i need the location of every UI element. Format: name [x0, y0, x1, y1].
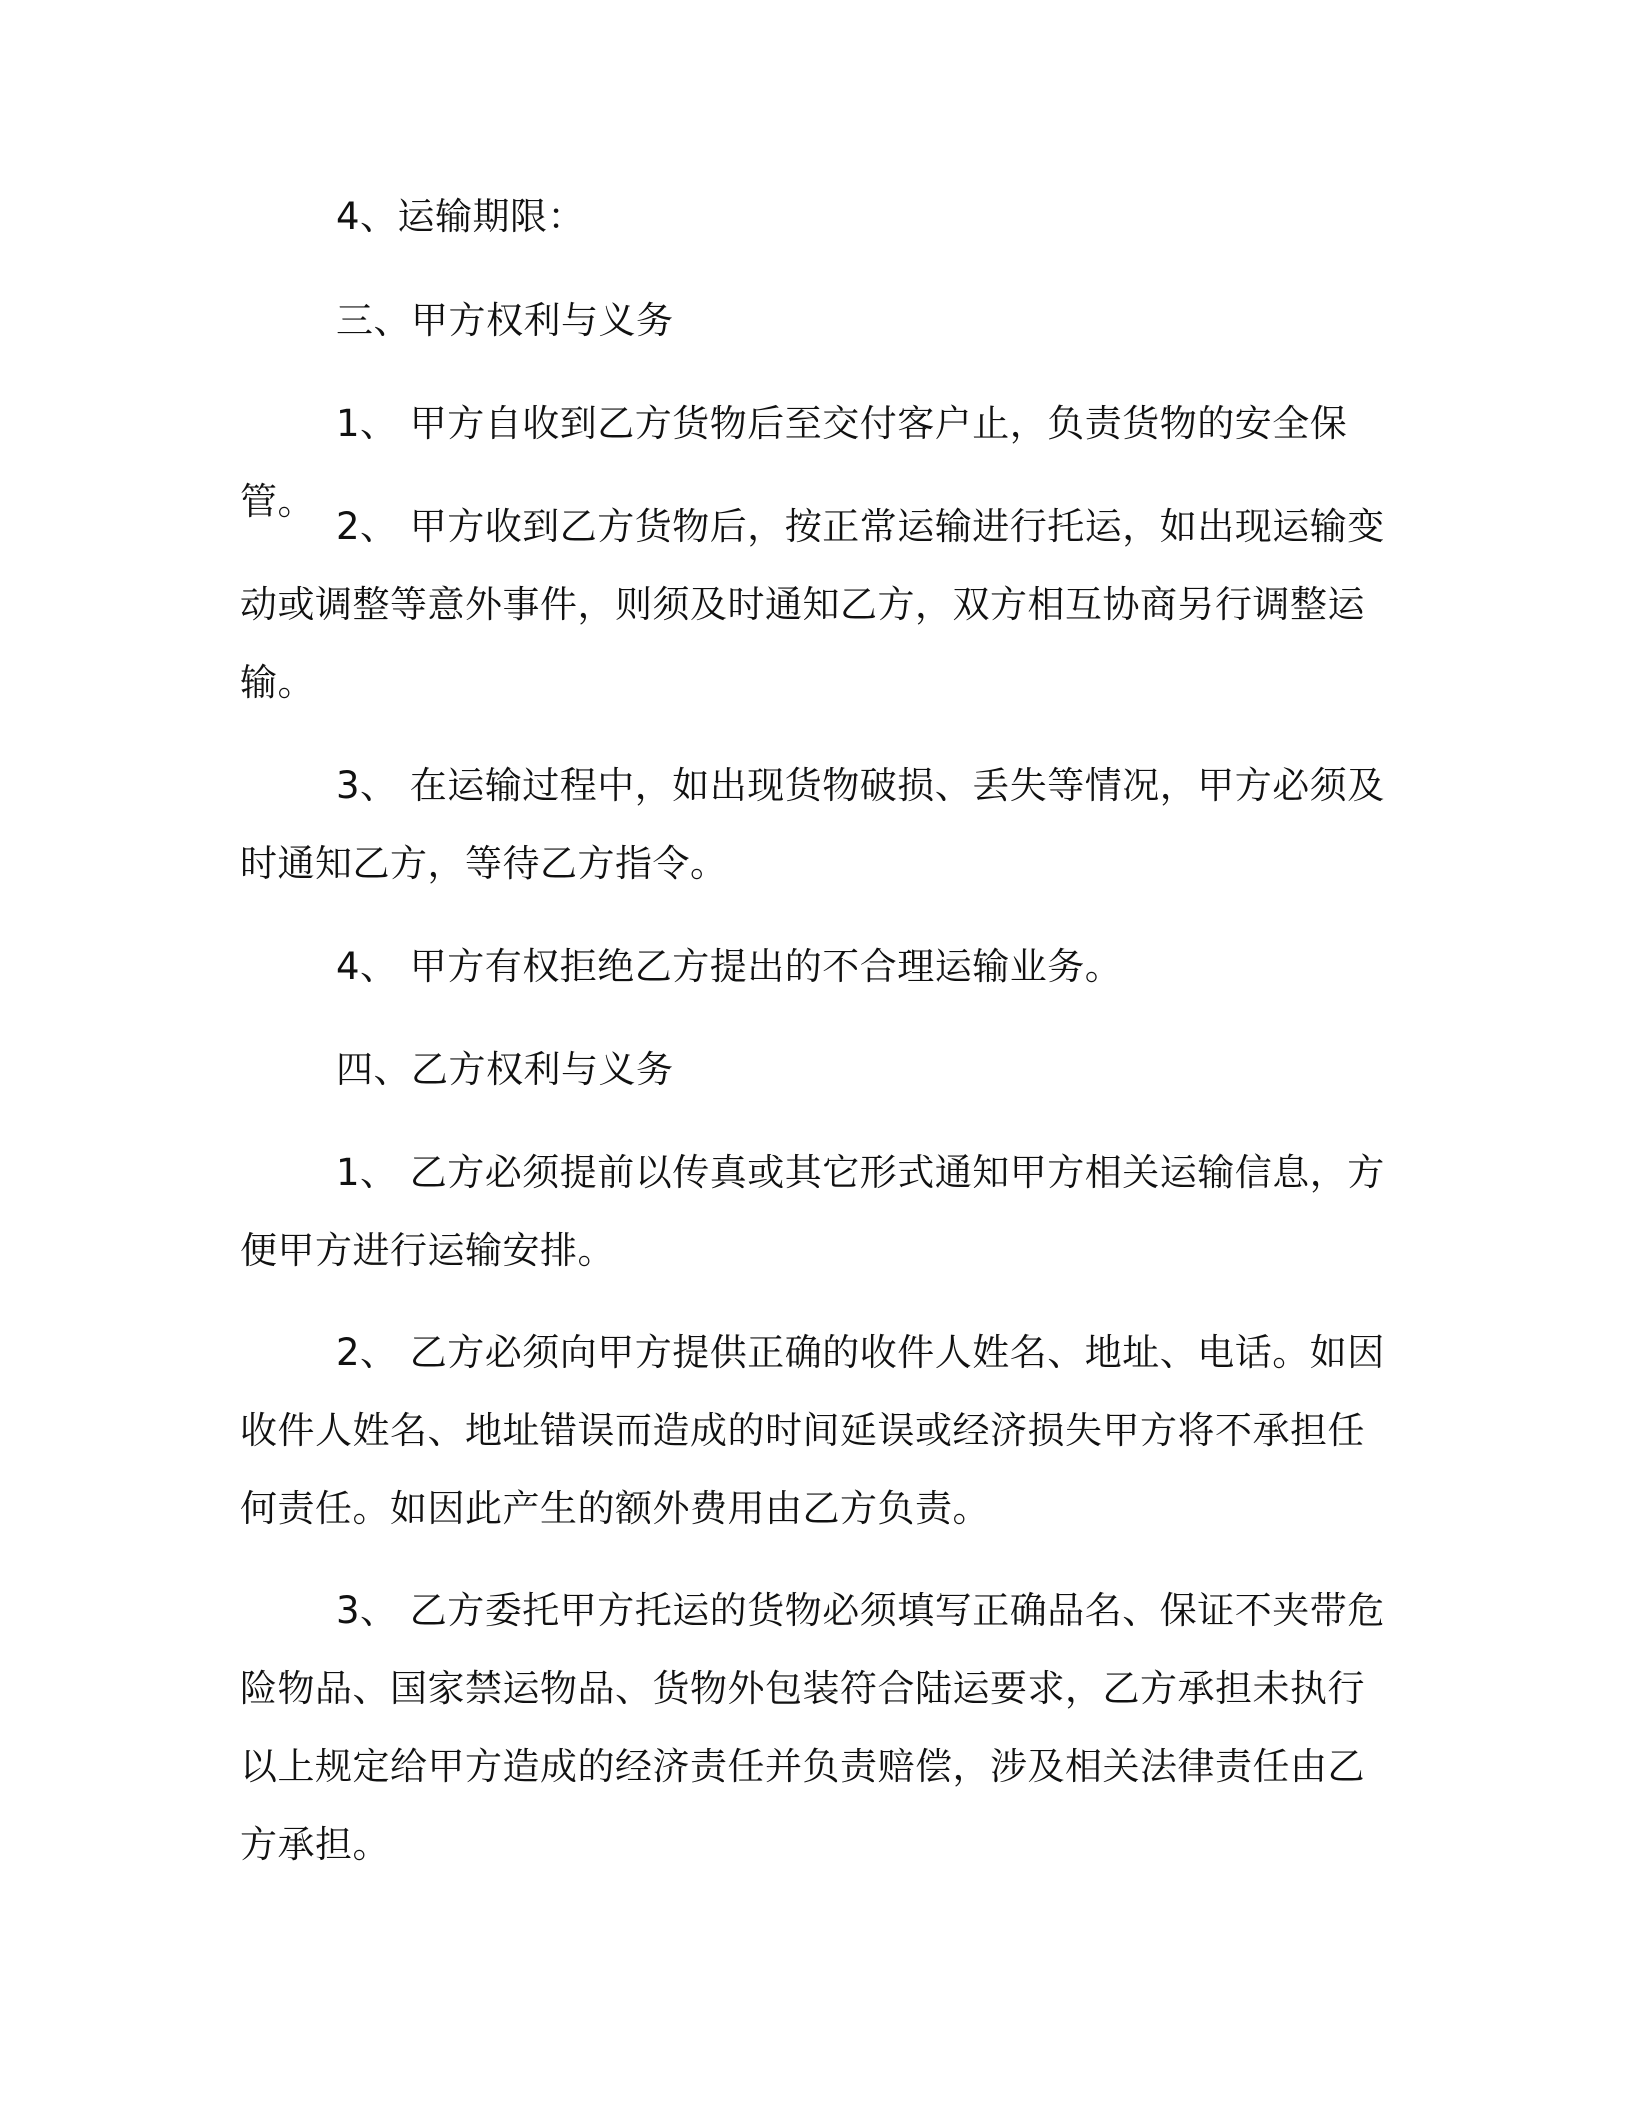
party-a-clause-3: 3、 在运输过程中，如出现货物破损、丢失等情况，甲方必须及时通知乙方，等待乙方指令。 [240, 764, 1385, 885]
transport-period-item: 4、运输期限： [336, 195, 586, 238]
party-a-clause-4: 4、 甲方有权拒绝乙方提出的不合理运输业务。 [336, 945, 1123, 988]
party-a-clause-1: 1、 甲方自收到乙方货物后至交付客户止，负责货物的安全保管。 [240, 402, 1348, 523]
party-b-clause-1: 1、 乙方必须提前以传真或其它形式通知甲方相关运输信息，方便甲方进行运输安排。 [240, 1151, 1385, 1272]
party-a-clause-2: 2、 甲方收到乙方货物后，按正常运输进行托运，如出现运输变动或调整等意外事件，则须及时通知乙方，双方相互协商另行调整运输。 [240, 505, 1385, 704]
party-b-clause-3: 3、 乙方委托甲方托运的货物必须填写正确品名、保证不夹带危险物品、国家禁运物品、货物外包装符合陆运要求，乙方承担未执行以上规定给甲方造成的经济责任并负责赔偿，涉及相关法律责任由乙方承担。 [240, 1589, 1385, 1866]
party-b-clause-2: 2、 乙方必须向甲方提供正确的收件人姓名、地址、电话。如因收件人姓名、地址错误而造成的时间延误或经济损失甲方将不承担任何责任。如因此产生的额外费用由乙方负责。 [240, 1331, 1385, 1530]
section-heading-party-b-rights: 四、乙方权利与义务 [336, 1048, 674, 1091]
section-heading-party-a-rights: 三、甲方权利与义务 [336, 299, 674, 342]
